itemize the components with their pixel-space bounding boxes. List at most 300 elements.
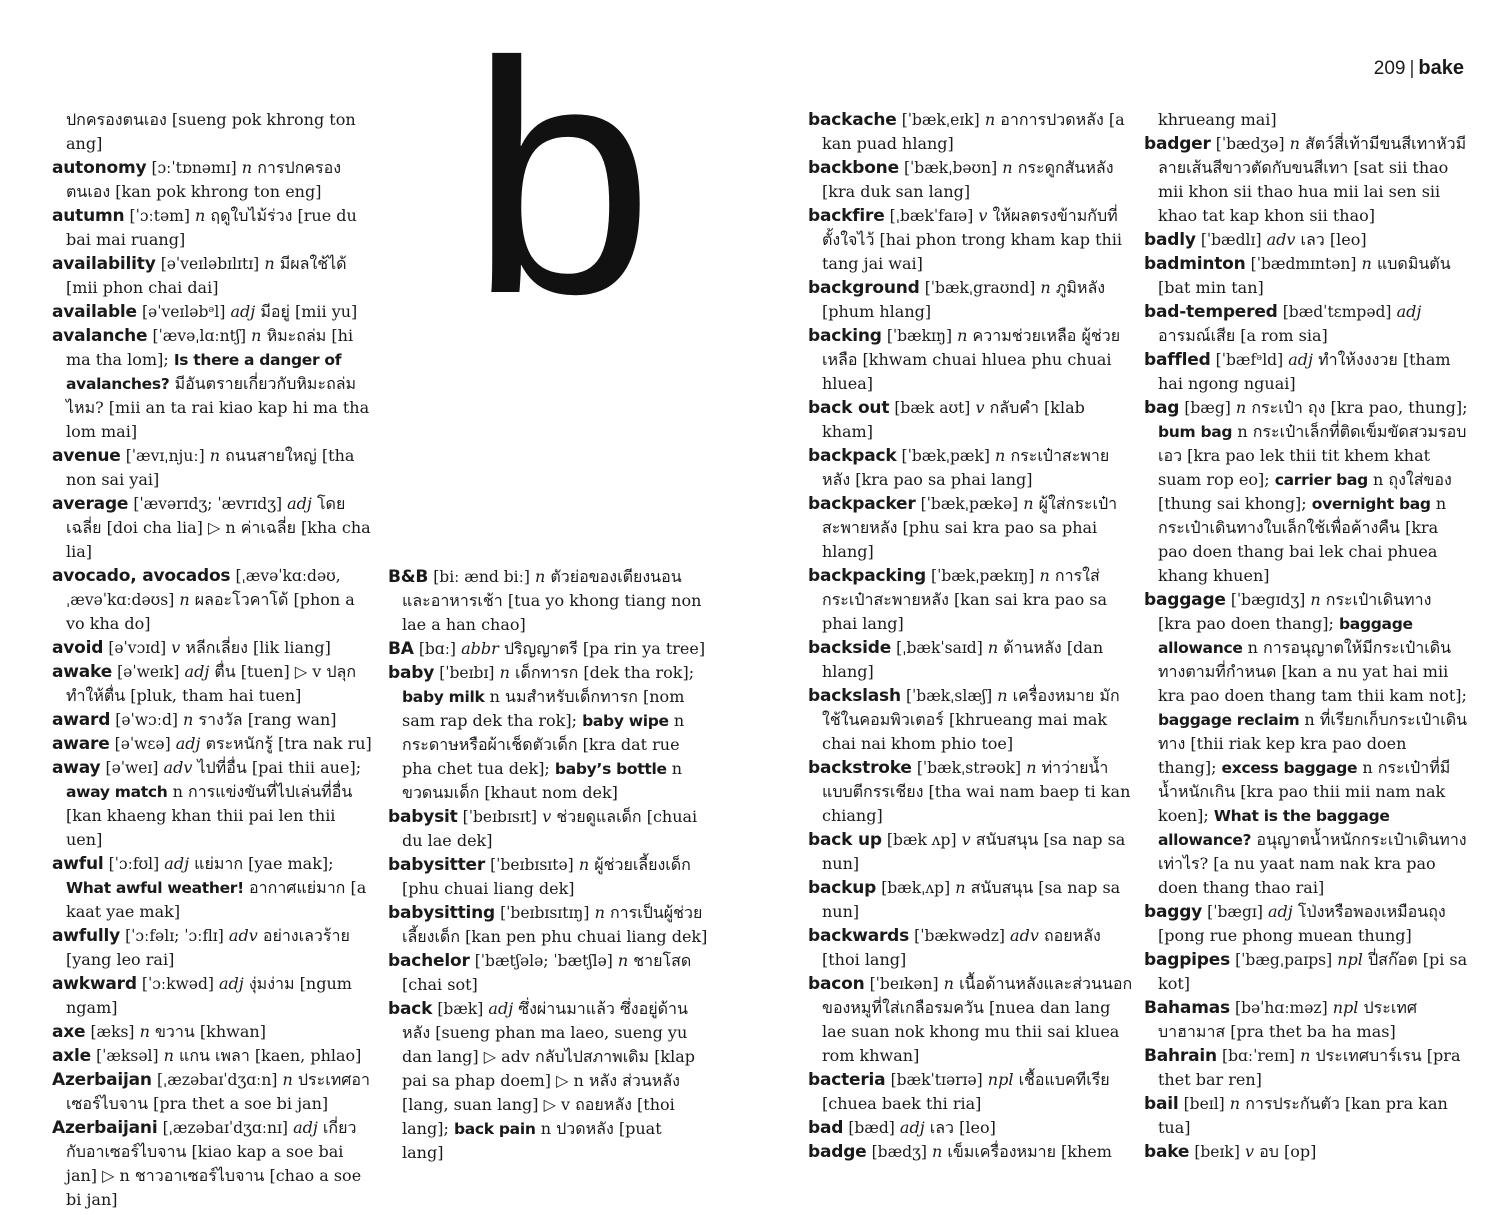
pronunciation: [beɪk] [1194, 1143, 1240, 1161]
headword: bacteria [808, 1070, 886, 1090]
pronunciation: [ˈæksəl] [96, 1047, 159, 1065]
headword: bake [1144, 1142, 1190, 1162]
dictionary-entry [1144, 948, 1469, 996]
dictionary-entry [388, 853, 708, 901]
dictionary-entry [52, 924, 372, 972]
headword: axle [52, 1046, 91, 1066]
headword: badge [808, 1142, 867, 1162]
headword: bad-tempered [1144, 302, 1278, 322]
part-of-speech: n [264, 254, 275, 273]
definition: สัตว์สี่เท้ามีขนสีเทาหัวมีลายเส้นสีขาวตัดกับขนสีเทา [sat sii thao mii khon sii thao hua mii lai sen sii khao tat kap khon sii thao] [1158, 134, 1467, 225]
dictionary-entry [808, 396, 1133, 444]
dictionary-entry [52, 756, 372, 852]
part-of-speech: adj [175, 734, 201, 753]
headword: badminton [1144, 254, 1246, 274]
part-of-speech: n [282, 1070, 293, 1089]
dictionary-entry [808, 1140, 1133, 1164]
headword: backpacker [808, 494, 916, 514]
example-phrase: baggage reclaim [1158, 711, 1300, 729]
definition: โป่งหรือพองเหมือนถุง [pong rue phong muean thung] [1158, 902, 1446, 945]
pronunciation: [ˈbækˌgraʊnd] [924, 279, 1036, 297]
example-translation: อนุญาตน้ำหนักกระเป๋าเดินทางเท่าไร? [a nu yaat nam nak kra pao doen thang thao rai] [1158, 830, 1467, 897]
part-of-speech: n [179, 590, 190, 609]
dictionary-entry [808, 324, 1133, 396]
running-head [1374, 57, 1464, 80]
pronunciation: [ˈbeɪkən] [869, 975, 939, 993]
pronunciation: [ˈævɪˌnjuː] [125, 447, 205, 465]
definition: ไปที่อื่น [pai thii aue]; [197, 758, 362, 777]
headword: average [52, 494, 129, 514]
definition: กระเป๋าเดินทาง [kra pao doen thang]; [1158, 590, 1432, 633]
dictionary-entry [52, 156, 372, 204]
dictionary-entry [808, 492, 1133, 564]
part-of-speech: n [1235, 398, 1247, 417]
headword: Azerbaijani [52, 1118, 158, 1138]
dictionary-entry [52, 252, 372, 300]
pronunciation: [ˈɔːfʊl] [108, 855, 160, 873]
dictionary-entry [1144, 348, 1469, 396]
headword: backwards [808, 926, 910, 946]
pronunciation: [ˈbædmɪntən] [1250, 255, 1357, 273]
definition: ผู้ช่วยเลี้ยงเด็ก [phu chuai liang dek] [402, 855, 691, 898]
part-of-speech: npl [1337, 950, 1363, 969]
pronunciation: [bæk] [437, 1000, 484, 1018]
headword: backup [808, 878, 877, 898]
headword: bacon [808, 974, 865, 994]
definition: แกน เพลา [kaen, phlao] [179, 1046, 362, 1065]
part-of-speech: n [251, 326, 262, 345]
example-phrase: What is the baggage allowance? [1158, 807, 1390, 849]
part-of-speech: n [987, 638, 999, 657]
part-of-speech: n [931, 1142, 943, 1161]
definition: แย่มาก [yae mak]; [194, 854, 334, 873]
definition: ด้านหลัง [dan hlang] [822, 638, 1104, 681]
example-translation: n ปวดหลัง [puat lang] [402, 1119, 662, 1162]
headword: awake [52, 662, 113, 682]
part-of-speech: v [542, 807, 552, 826]
part-of-speech: n [997, 686, 1008, 705]
example-translation: n การแข่งขันที่ไปเล่นที่อื่น [kan khaeng khan thii pai len thii uen] [66, 782, 353, 849]
pronunciation: [ˈbæfᵊld] [1215, 351, 1284, 369]
dictionary-entry [1144, 1044, 1469, 1092]
part-of-speech: n [955, 878, 966, 897]
part-of-speech: n [594, 903, 605, 922]
part-of-speech: adj [899, 1118, 925, 1137]
definition: ช่วยดูแลเด็ก [chuai du lae dek] [402, 807, 698, 850]
pronunciation: [ˈbækˌslæʃ] [905, 687, 993, 705]
column-3 [808, 108, 1133, 1164]
dictionary-entry [52, 1116, 372, 1212]
headword: Bahamas [1144, 998, 1230, 1018]
part-of-speech: adv [1010, 926, 1039, 945]
pronunciation: [ˈbækˌpækə] [920, 495, 1019, 513]
definition: การเป็นผู้ช่วยเลี้ยงเด็ก [kan pen phu chuai liang dek] [402, 903, 708, 946]
dictionary-entry [808, 828, 1133, 876]
dictionary-entry [1144, 132, 1469, 228]
dictionary-entry [808, 972, 1133, 1068]
dictionary-entry [52, 1020, 372, 1044]
definition: เลว [leo] [929, 1118, 996, 1137]
example-translation: n กระเป๋าเดินทางใบเล็กใช้เพื่อค้างคืน [kra pao doen thang bai lek chai phuea khang khuen] [1158, 494, 1447, 585]
headword: baby [388, 663, 435, 683]
pronunciation: [ˌæzəbaɪˈdʒɑːnɪ] [162, 1119, 288, 1137]
headword: backing [808, 326, 882, 346]
pronunciation: [ˈbeɪbɪsɪtɪŋ] [500, 904, 590, 922]
definition: เกี่ยวกับอาเซอร์ไบจาน [kiao kap a soe bai jan] ▷ n ชาวอาเซอร์ไบจาน [chao a soe bi jan] [66, 1118, 362, 1209]
part-of-speech: n [139, 1022, 150, 1041]
headword: back out [808, 398, 890, 418]
part-of-speech: n [1026, 758, 1037, 777]
example-phrase: excess baggage [1221, 759, 1358, 777]
definition: การใส่กระเป๋าสะพายหลัง [kan sai kra pao sa phai lang] [822, 566, 1108, 633]
definition: ภูมิหลัง [phum hlang] [822, 278, 1106, 321]
pronunciation: [ˈævəˌlɑːntʃ] [152, 327, 247, 345]
headword: backfire [808, 206, 885, 226]
definition: ท่าว่ายน้ำแบบตีกรรเชียง [tha wai nam baep ti kan chiang] [822, 758, 1131, 825]
part-of-speech: n [1040, 278, 1051, 297]
part-of-speech: n [617, 951, 629, 970]
part-of-speech: adv [228, 926, 258, 945]
part-of-speech: v [961, 830, 971, 849]
dictionary-entry [52, 972, 372, 1020]
example-phrase: away match [66, 783, 168, 801]
part-of-speech: n [1002, 158, 1013, 177]
headword: baffled [1144, 350, 1211, 370]
example-translation: n กระดาษหรือผ้าเช็ดตัวเด็ก [kra dat rue pha chet tua dek]; [402, 711, 685, 778]
part-of-speech: v [171, 638, 181, 657]
part-of-speech: adv [163, 758, 193, 777]
dictionary-entry [52, 1068, 372, 1116]
headword: Azerbaijan [52, 1070, 152, 1090]
dictionary-entry [808, 684, 1133, 756]
definition: โดยเฉลี่ย [doi cha lia] ▷ n ค่าเฉลี่ย [kha cha lia] [66, 494, 371, 561]
headword: away [52, 758, 101, 778]
example-translation: n ถุงใส่ของ [thung sai khong]; [1158, 470, 1452, 513]
pronunciation: [ɔːˈtɒnəmɪ] [151, 159, 237, 177]
pronunciation: [ˈbeɪbɪsɪtə] [490, 856, 574, 874]
definition: กลับคำ [klab kham] [822, 398, 1085, 441]
pronunciation: [bædˈtɛmpəd] [1282, 303, 1392, 321]
definition: งุ่มง่าม [ngum ngam] [66, 974, 352, 1017]
headword: babysitter [388, 855, 486, 875]
pronunciation: [bəˈhɑːməz] [1235, 999, 1328, 1017]
pronunciation: [ˈbækˌstrəʊk] [916, 759, 1022, 777]
example-translation: n ที่เรียกเก็บกระเป๋าเดินทาง [thii riak kep kra pao doen thang]; [1158, 710, 1468, 777]
pronunciation: [ˈbeɪbɪ] [439, 664, 495, 682]
headword: awful [52, 854, 104, 874]
dictionary-entry [808, 156, 1133, 204]
dictionary-entry [52, 852, 372, 924]
dictionary-entry [388, 661, 708, 805]
pronunciation: [ˈbeɪbɪsɪt] [462, 808, 538, 826]
pronunciation: [ˈbækˌpæk] [901, 447, 990, 465]
part-of-speech: adj [488, 999, 514, 1018]
pronunciation: [biː ænd biː] [433, 568, 530, 586]
pronunciation: [ˈbædʒə] [1215, 135, 1285, 153]
headword: backpack [808, 446, 897, 466]
part-of-speech: n [1300, 1046, 1311, 1065]
dictionary-entry [808, 108, 1133, 156]
part-of-speech: adj [293, 1118, 318, 1137]
definition: ประเทศอาเซอร์ไบจาน [pra thet a soe bi jan] [66, 1070, 370, 1113]
dictionary-entry [1144, 588, 1469, 900]
part-of-speech: adj [184, 662, 210, 681]
definition: ซึ่งผ่านมาแล้ว ซึ่งอยู่ด้านหลัง [sueng phan ma laeo, sueng yu dan lang] ▷ adv กลับไปสภาพเดิม [klap pai sa phap doem] ▷ n หลัง ส่วนหลัง [lang, suan lang] ▷ v ถอยหลัง [thoi lang]; [402, 999, 696, 1138]
example-phrase: baby wipe [582, 712, 669, 730]
part-of-speech: n [163, 1046, 174, 1065]
column-1 [52, 108, 372, 1212]
headword: backbone [808, 158, 899, 178]
pronunciation: [əˈveɪləbᵊl] [141, 303, 226, 321]
page-number: 209 [1373, 58, 1406, 79]
headword: babysit [388, 807, 458, 827]
pronunciation: [æks] [90, 1023, 135, 1041]
headword: backstroke [808, 758, 912, 778]
guide-word: bake [1418, 57, 1464, 79]
pronunciation: [əˈweɪ] [105, 759, 159, 777]
definition: อย่างเลวร้าย [yang leo rai] [66, 926, 350, 969]
headword: back [388, 999, 433, 1019]
headword: awkward [52, 974, 137, 994]
dictionary-entry [52, 1044, 372, 1068]
pronunciation: [əˈveɪləbɪlɪtɪ] [160, 255, 260, 273]
example-translation: n การอนุญาตให้มีกระเป๋าเดินทางตามที่กำหนด [kan a nu yat hai mii kra pao doen thang tam thii kam not]; [1158, 638, 1467, 705]
dictionary-entry [52, 324, 372, 444]
definition: แบดมินตัน [bat min tan] [1158, 254, 1451, 297]
pronunciation: [beɪl] [1183, 1095, 1225, 1113]
pronunciation: [ˌbækˈsaɪd] [896, 639, 983, 657]
dictionary-entry [1144, 900, 1469, 948]
headword: bad [808, 1118, 844, 1138]
pronunciation: [bɑːˈreɪn] [1222, 1047, 1295, 1065]
example-phrase: overnight bag [1311, 495, 1431, 513]
headword: backache [808, 110, 897, 130]
dictionary-entry [52, 636, 372, 660]
pronunciation: [bækˈtɪərɪə] [890, 1071, 983, 1089]
pronunciation: [ˈævərɪdʒ; ˈævrɪdʒ] [133, 495, 283, 513]
dictionary-entry [1144, 300, 1469, 348]
dictionary-entry [52, 732, 372, 756]
headword: badger [1144, 134, 1211, 154]
column-2 [388, 565, 708, 1165]
dictionary-entry [808, 1116, 1133, 1140]
pronunciation: [bæk ʌp] [886, 831, 957, 849]
definition: อารมณ์เสีย [a rom sia] [1158, 326, 1328, 345]
definition: khrueang mai] [1158, 110, 1277, 129]
headword: availability [52, 254, 156, 274]
dictionary-entry [52, 300, 372, 324]
headword: available [52, 302, 137, 322]
pronunciation: [ˈbætʃələ; ˈbætʃlə] [474, 952, 613, 970]
headword: baggage [1144, 590, 1226, 610]
part-of-speech: v [1244, 1142, 1255, 1161]
dictionary-entry [388, 637, 708, 661]
definition: สนับสนุน [sa nap sa nun] [822, 830, 1126, 873]
definition: ความช่วยเหลือ ผู้ช่วยเหลือ [khwam chuai hluea phu chuai hluea] [822, 326, 1121, 393]
pronunciation: [ˌbækˈfaɪə] [889, 207, 974, 225]
pronunciation: [əˈweɪk] [117, 663, 180, 681]
pronunciation: [bækˌʌp] [881, 879, 951, 897]
dictionary-entry [808, 924, 1133, 972]
pronunciation: [ˈbædlɪ] [1200, 231, 1262, 249]
part-of-speech: n [241, 158, 253, 177]
pronunciation: [əˈwɔːd] [115, 711, 178, 729]
part-of-speech: n [1023, 494, 1034, 513]
dictionary-entry [1144, 1092, 1469, 1140]
part-of-speech: n [1310, 590, 1321, 609]
part-of-speech: abbr [461, 639, 499, 658]
example-translation: อากาศแย่มาก [a kaat yae mak] [66, 878, 367, 921]
headword: autonomy [52, 158, 147, 178]
part-of-speech: n [534, 567, 546, 586]
column-4 [1144, 108, 1469, 1164]
definition: หลีกเลี่ยง [lik liang] [185, 638, 331, 657]
example-phrase: baby’s bottle [554, 760, 667, 778]
headword: baggy [1144, 902, 1203, 922]
headword: avenue [52, 446, 121, 466]
dictionary-entry [52, 708, 372, 732]
part-of-speech: adj [1267, 902, 1293, 921]
definition: อาการปวดหลัง [a kan puad hlang] [822, 110, 1125, 153]
definition: ปกครองตนเอง [sueng pok khrong ton ang] [66, 110, 356, 153]
headword: babysitting [388, 903, 495, 923]
pronunciation: [ˈbækˌeɪk] [901, 111, 980, 129]
definition: ถนนสายใหญ่ [tha non sai yai] [66, 446, 355, 489]
definition: ตัวย่อของเตียงนอนและอาหารเช้า [tua yo khong tiang non lae a han chao] [402, 567, 702, 634]
dictionary-entry [808, 1068, 1133, 1116]
dictionary-entry [808, 444, 1133, 492]
definition: เนื้อด้านหลังและส่วนนอกของหมูที่ใส่เกลือรมควัน [nuea dan lang lae suan nok khong mu thii sai kluea rom khwan] [822, 974, 1133, 1065]
part-of-speech: n [183, 710, 194, 729]
part-of-speech: n [1229, 1094, 1241, 1113]
definition: รางวัล [rang wan] [198, 710, 337, 729]
headword: bail [1144, 1094, 1179, 1114]
definition: ตื่น [tuen] ▷ v ปลุกทำให้ตื่น [pluk, tham hai tuen] [66, 662, 357, 705]
part-of-speech: n [1289, 134, 1300, 153]
part-of-speech: npl [1332, 998, 1359, 1017]
definition: ให้ผลตรงข้ามกับที่ตั้งใจไว้ [hai phon trong kham kap thii tang jai wai] [822, 206, 1123, 273]
pronunciation: [ˈbægɪ] [1207, 903, 1263, 921]
pronunciation: [bæd] [848, 1119, 895, 1137]
dictionary-entry [808, 276, 1133, 324]
definition: เลว [leo] [1300, 230, 1367, 249]
headword: avalanche [52, 326, 148, 346]
definition: กระเป๋าสะพายหลัง [kra pao sa phai lang] [822, 446, 1110, 489]
dictionary-entry [808, 564, 1133, 636]
headword: axe [52, 1022, 86, 1042]
definition: ชายโสด [chai sot] [402, 951, 692, 994]
pronunciation: [bæk aʊt] [894, 399, 971, 417]
pronunciation: [ˈbækˌpækɪŋ] [931, 567, 1035, 585]
pronunciation: [ˈɔːtəm] [129, 207, 190, 225]
definition: กระดูกสันหลัง [kra duk san lang] [822, 158, 1114, 201]
dictionary-entry [388, 949, 708, 997]
part-of-speech: n [1039, 566, 1050, 585]
part-of-speech: adv [1266, 230, 1296, 249]
pronunciation: [ˈbækɪŋ] [886, 327, 953, 345]
headword: awfully [52, 926, 121, 946]
dictionary-entry [1144, 252, 1469, 300]
definition: ประเทศบาร์เรน [pra thet bar ren] [1158, 1046, 1461, 1089]
part-of-speech: adj [219, 974, 244, 993]
dictionary-entry [52, 444, 372, 492]
pronunciation: [ˌæzəbaɪˈdʒɑːn] [156, 1071, 278, 1089]
pronunciation: [bɑː] [418, 640, 456, 658]
example-phrase: bum bag [1158, 423, 1233, 441]
pronunciation: [ˌævəˈkɑːdəʊ, ˌævəˈkɑːdəʊs] [66, 567, 341, 609]
example-translation: มีอันตรายเกี่ยวกับหิมะถล่มไหม? [mii an ta rai kiao kap hi ma tha lom mai] [66, 374, 370, 441]
pronunciation: [bæg] [1184, 399, 1231, 417]
headword: background [808, 278, 920, 298]
definition: การประกันตัว [kan pra kan tua] [1158, 1094, 1448, 1137]
section-letter: b [470, 0, 654, 362]
definition: ตระหนักรู้ [tra nak ru] [205, 734, 372, 753]
dictionary-entry [52, 564, 372, 636]
definition: ทำให้งงงวย [tham hai ngong nguai] [1158, 350, 1451, 393]
pronunciation: [ˈbækwədz] [914, 927, 1005, 945]
dictionary-entry [52, 108, 372, 156]
dictionary-entry [388, 901, 708, 949]
headword: aware [52, 734, 110, 754]
example-translation: n กระเป๋าที่มีน้ำหนักเกิน [kra pao thii mii nam nak koen]; [1158, 758, 1451, 825]
part-of-speech: n [957, 326, 968, 345]
dictionary-entry [1144, 1140, 1469, 1164]
example-phrase: baggage allowance [1158, 615, 1413, 657]
part-of-speech: v [978, 206, 988, 225]
dictionary-entry [808, 204, 1133, 276]
headword: backslash [808, 686, 901, 706]
example-phrase: back pain [453, 1120, 536, 1138]
part-of-speech: n [578, 855, 590, 874]
headword: avoid [52, 638, 104, 658]
definition: เด็กทารก [dek tha rok]; [514, 663, 695, 682]
definition: หิมะถล่ม [hi ma tha lom]; [66, 326, 354, 369]
pronunciation: [bædʒ] [871, 1143, 927, 1161]
example-phrase: carrier bag [1274, 471, 1368, 489]
headword: bag [1144, 398, 1180, 418]
definition: สนับสนุน [sa nap sa nun] [822, 878, 1121, 921]
headword: autumn [52, 206, 125, 226]
part-of-speech: n [943, 974, 954, 993]
headword: Bahrain [1144, 1046, 1217, 1066]
dictionary-entry [52, 204, 372, 252]
headword: bachelor [388, 951, 470, 971]
dictionary-entry [1144, 996, 1469, 1044]
definition: เชื้อแบคทีเรีย [chuea baek thi ria] [822, 1070, 1110, 1113]
part-of-speech: n [995, 446, 1006, 465]
dictionary-entry [808, 756, 1133, 828]
part-of-speech: v [975, 398, 985, 417]
definition: ฤดูใบไม้ร่วง [rue du bai mai ruang] [66, 206, 357, 249]
headword: avocado, avocados [52, 566, 231, 586]
dictionary-entry [1144, 228, 1469, 252]
pronunciation: [əˈwɛə] [114, 735, 171, 753]
definition: เครื่องหมาย มักใช้ในคอมพิวเตอร์ [khrueang mai mak chai nai khom phio toe] [822, 686, 1120, 753]
dictionary-entry [388, 565, 708, 637]
part-of-speech: n [1361, 254, 1372, 273]
definition: ปี่สก๊อต [pi sa kot] [1158, 950, 1468, 993]
definition: อบ [op] [1259, 1142, 1317, 1161]
definition: ผลอะโวคาโด้ [phon a vo kha do] [66, 590, 355, 633]
dictionary-entry [1144, 108, 1469, 132]
pronunciation: [ˈbægˌpaɪps] [1235, 951, 1333, 969]
example-translation: n กระเป๋าเล็กที่ติดเข็มขัดสวมรอบเอว [kra pao lek thii tit khem khat suam rop eo]; [1158, 422, 1467, 489]
headword: backside [808, 638, 892, 658]
part-of-speech: n [984, 110, 996, 129]
headword: B&B [388, 567, 429, 587]
pronunciation: [ˈbægɪdʒ] [1230, 591, 1306, 609]
pronunciation: [ˈɔːkwəd] [141, 975, 214, 993]
